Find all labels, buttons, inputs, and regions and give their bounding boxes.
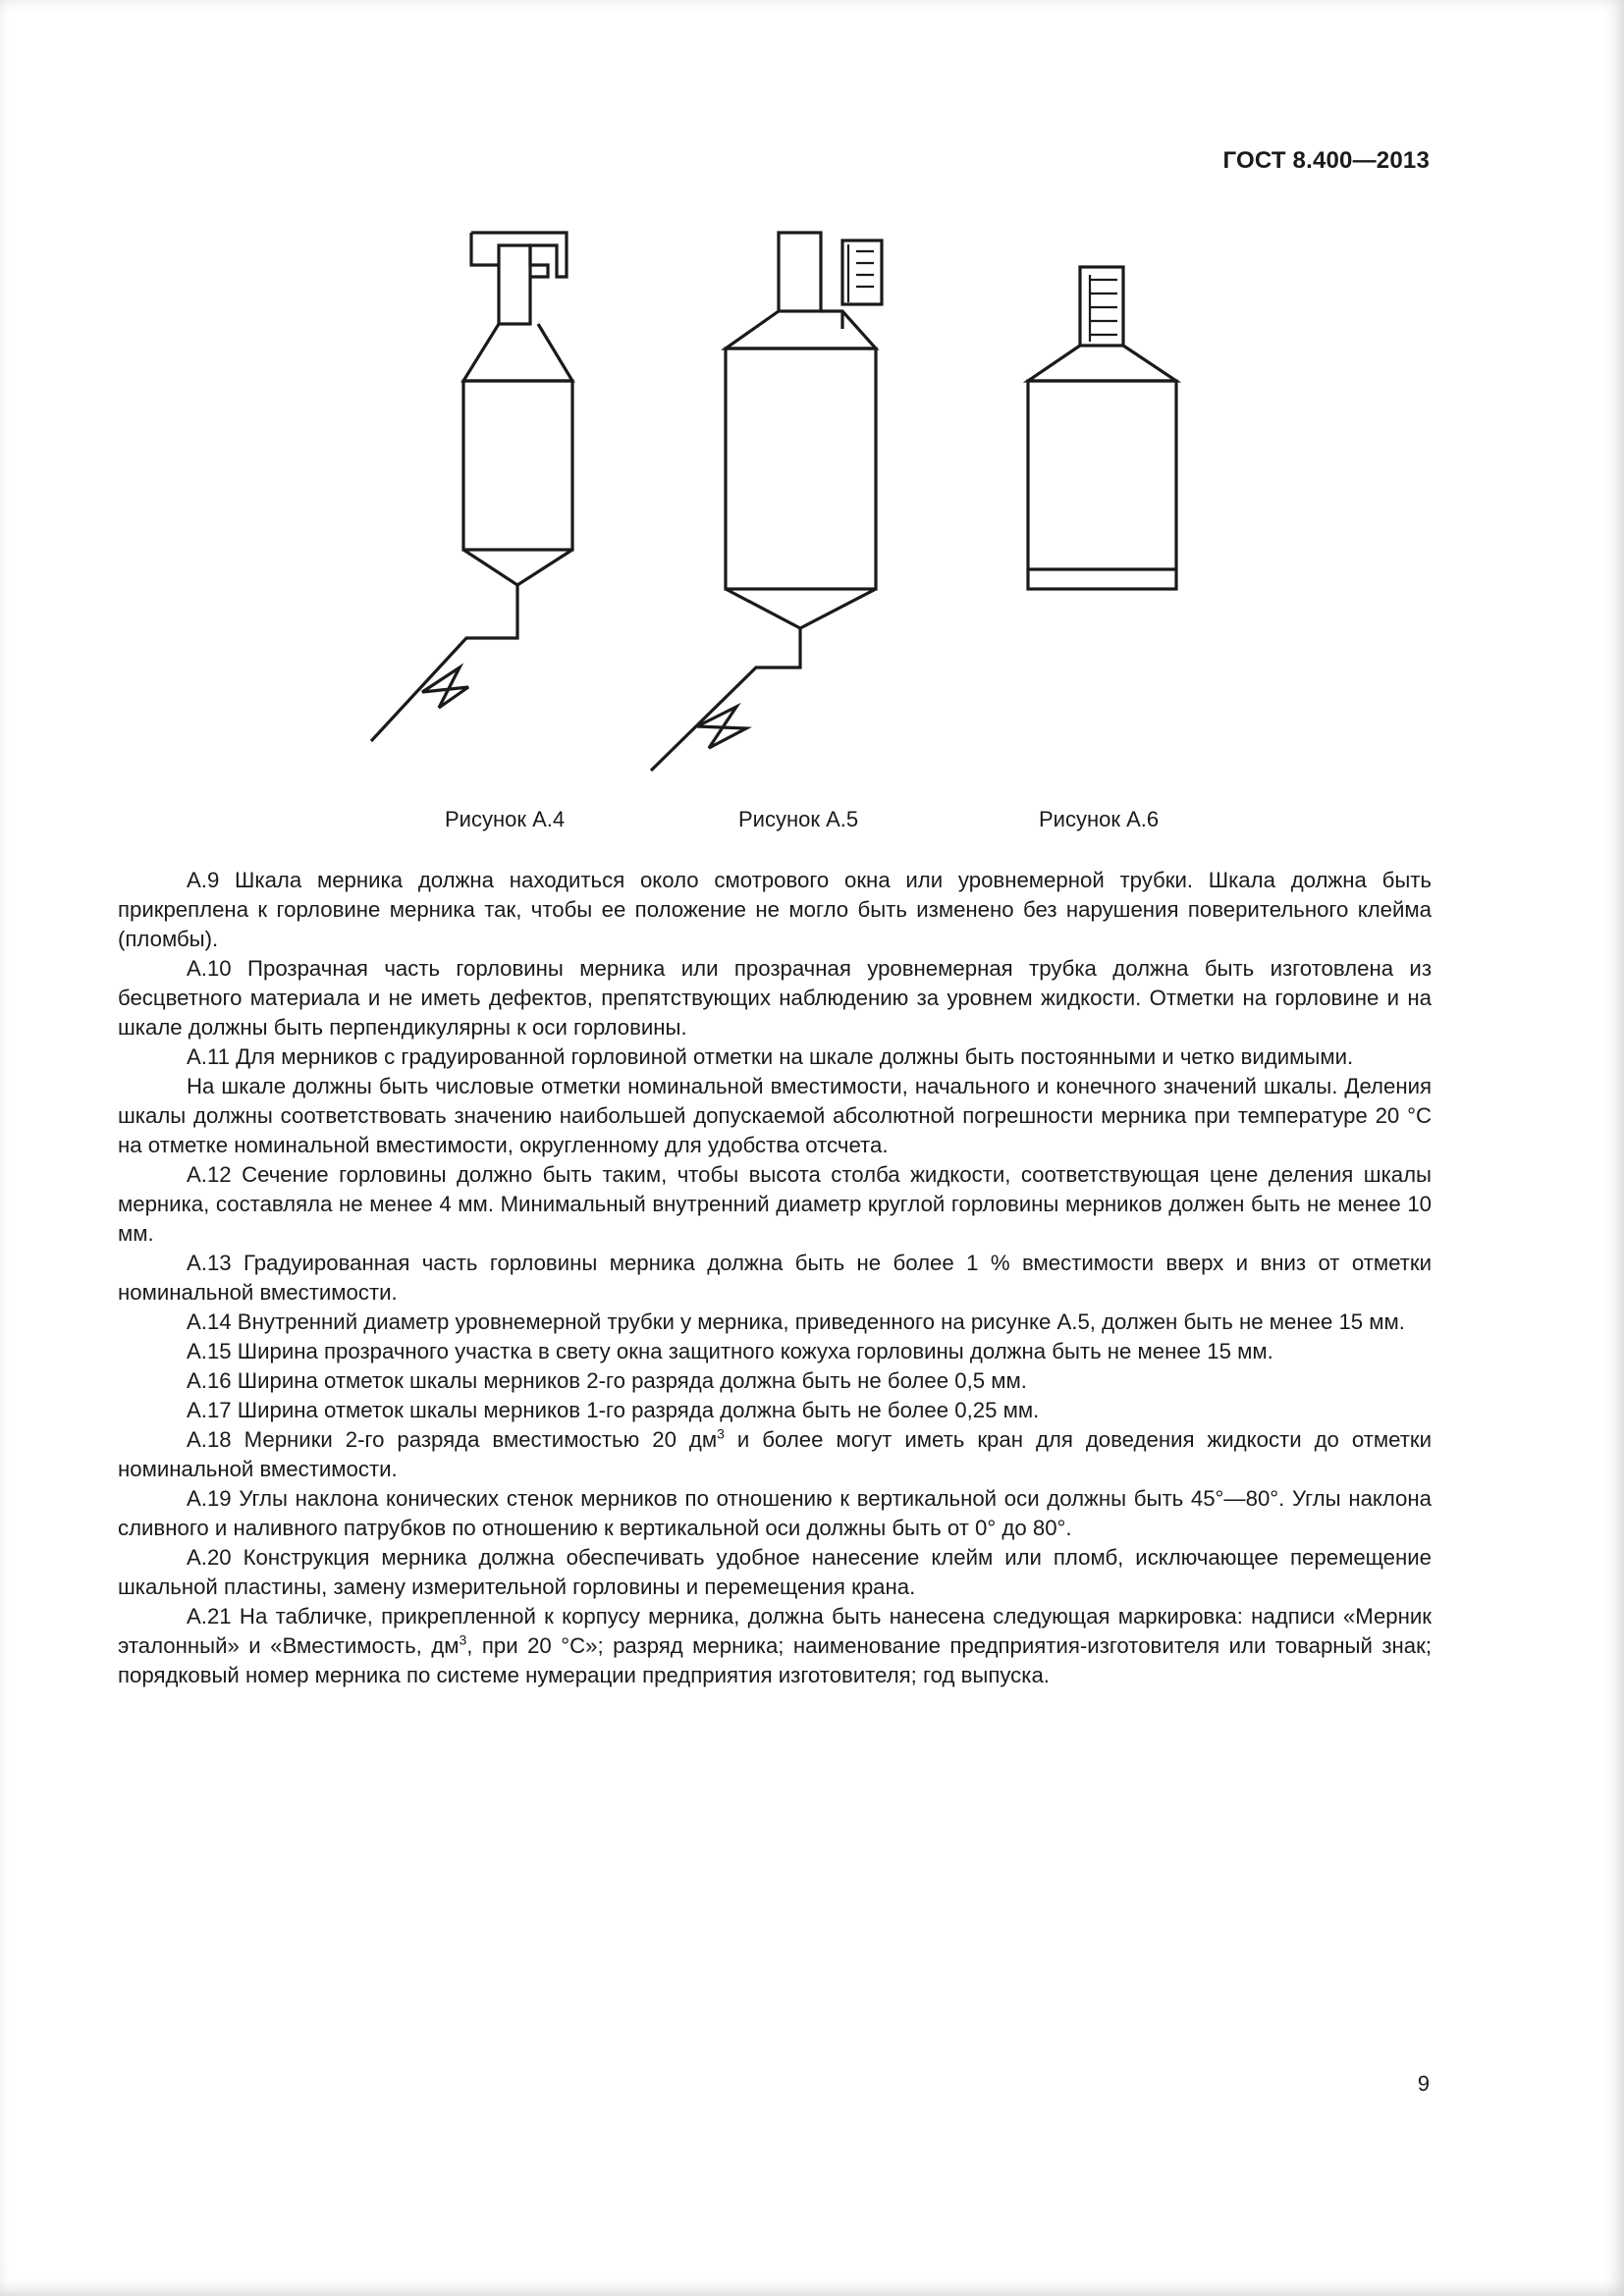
paragraph-a16: А.16 Ширина отметок шкалы мерников 2-го разряда должна быть не более 0,5 мм. — [187, 1368, 1027, 1393]
measures-drawing — [353, 221, 1218, 785]
superscript-cubic: 3 — [459, 1631, 467, 1648]
paragraph-a15: А.15 Ширина прозрачного участка в свету окна защитного кожуха горловины должна быть не менее 15 мм. — [187, 1339, 1273, 1363]
paragraph-a18-text: А.18 Мерники 2-го разряда вместимостью 20 дм — [187, 1427, 718, 1452]
document-code-header: ГОСТ 8.400—2013 — [1222, 147, 1430, 174]
paragraph-a11: А.11 Для мерников с градуированной горловиной отметки на шкале должны быть постоянными и четко видимыми. — [187, 1044, 1354, 1069]
paragraph-a21-text-end: , при 20 °С»; разряд мерника; наименование предприятия-изготовителя или товарный знак; порядковый номер мерника по системе нумерации предприятия изготовителя; год выпуска. — [118, 1633, 1432, 1687]
paragraph-a10: А.10 Прозрачная часть горловины мерника или прозрачная уровнемерная трубка должна быть изготовлена из бесцветного материала и не иметь дефектов, препятствующих наблюдению за уровнем жидкости. Отметки на горловине и на шкале должны быть перпендикулярны к оси горловины. — [118, 956, 1432, 1040]
paragraph-a11-scale: На шкале должны быть числовые отметки номинальной вместимости, начального и конечного значений шкалы. Деления шкалы должны соответствовать значению наибольшей допускаемой абсолютной погрешности мерника при температуре 20 °С на отметке номинальной вместимости, округленному для удобства отсчета. — [118, 1074, 1432, 1157]
figure-a6-drawing — [1028, 267, 1176, 589]
paragraph-a13: А.13 Градуированная часть горловины мерника должна быть не более 1 % вместимости вверх и вниз от отметки номинальной вместимости. — [118, 1251, 1432, 1305]
caption-figure-a5: Рисунок А.5 — [738, 807, 859, 831]
page-number: 9 — [1417, 2071, 1430, 2096]
paragraph-a21 — [118, 1602, 1432, 1690]
superscript-cubic: 3 — [717, 1425, 725, 1442]
figure-a4-drawing — [371, 233, 572, 741]
figure-a5-drawing — [651, 233, 882, 771]
paragraph-a18-text-end: и более могут иметь кран для доведения жидкости до отметки номинальной вместимости. — [118, 1427, 1432, 1481]
caption-figure-a4: Рисунок А.4 — [445, 807, 566, 831]
paragraph-a20: А.20 Конструкция мерника должна обеспечивать удобное нанесение клейм или пломб, исключающее перемещение шкальной пластины, замену измерительной горловины и перемещения крана. — [118, 1545, 1432, 1599]
paragraph-a18 — [118, 1425, 1432, 1484]
body-text — [118, 866, 1432, 1690]
paragraph-a19: А.19 Углы наклона конических стенок мерников по отношению к вертикальной оси должны быть 45°—80°. Углы наклона сливного и наливного патрубков по отношению к вертикальной оси должны быть от 0° до 80°. — [118, 1486, 1432, 1540]
paragraph-a9: А.9 Шкала мерника должна находиться около смотрового окна или уровнемерной трубки. Шкала должна быть прикреплена к горловине мерника так, чтобы ее положение не могло быть изменено без нарушения поверительного клейма (пломбы). — [118, 868, 1432, 951]
paragraph-a12: А.12 Сечение горловины должно быть таким, чтобы высота столба жидкости, соответствующая цене деления шкалы мерника, составляла не менее 4 мм. Минимальный внутренний диаметр круглой горловины мерников должен быть не менее 10 мм. — [118, 1162, 1432, 1246]
caption-figure-a6: Рисунок А.6 — [1039, 807, 1160, 831]
paragraph-a21-text: А.21 На табличке, прикрепленной к корпусу мерника, должна быть нанесена следующая маркировка: надписи «Мерник эталонный» и «Вместимость, дм — [118, 1604, 1432, 1658]
paragraph-a14: А.14 Внутренний диаметр уровнемерной трубки у мерника, приведенного на рисунке А.5, должен быть не менее 15 мм. — [187, 1309, 1405, 1334]
figures-area — [353, 221, 1218, 785]
paragraph-a17: А.17 Ширина отметок шкалы мерников 1-го разряда должна быть не более 0,25 мм. — [187, 1398, 1040, 1422]
